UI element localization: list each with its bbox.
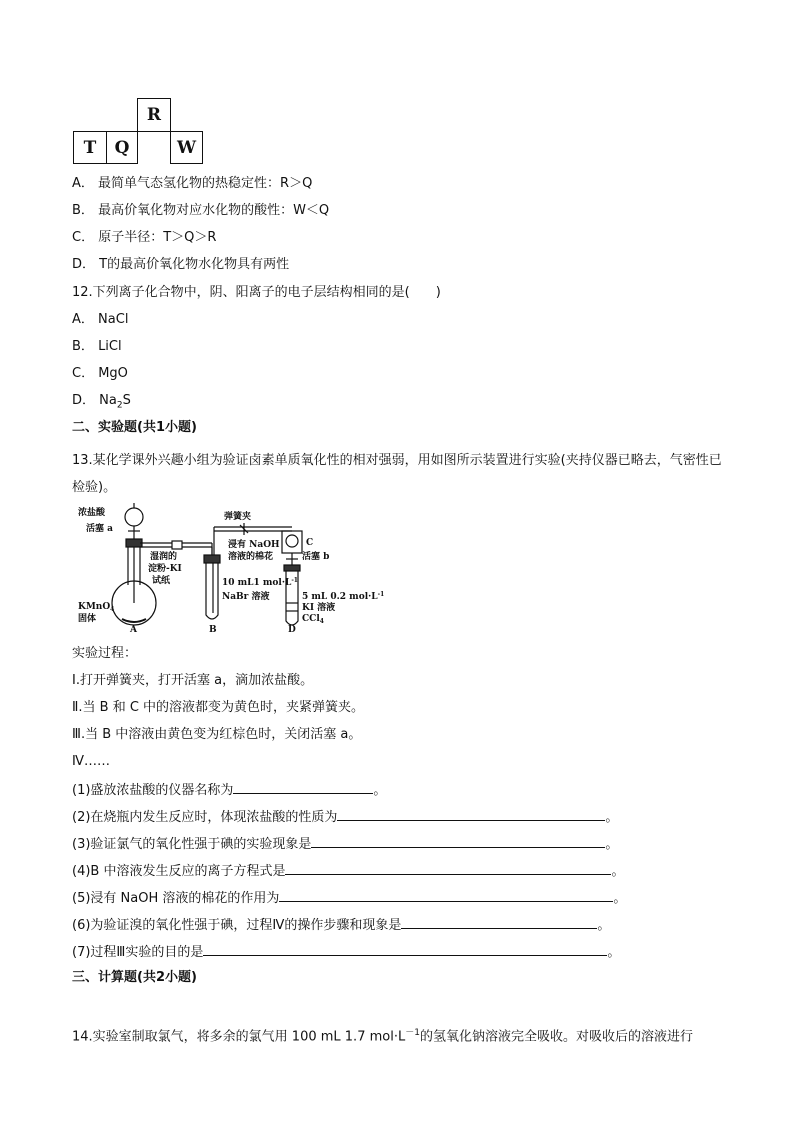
label-nabr-1: 10 mL1 $mol\cdot L^{-1}$ [222,577,298,588]
answer-blank[interactable] [203,942,607,956]
grid-cell-q: Q [106,131,138,164]
q13-question-6: (6)为验证溴的氧化性强于碘，过程Ⅳ的操作步骤和现象是 。 [72,915,610,935]
grid-cell-r: R [137,98,171,132]
q13-question-4: (4)B 中溶液发生反应的离子方程式是 。 [72,861,624,881]
q13-question-1: (1)盛放浓盐酸的仪器名称为 。 [72,780,386,800]
q12-option-b: B． LiCl [72,339,122,354]
apparatus-diagram [72,503,385,635]
label-cotton-2: 溶液的棉花 [228,552,274,562]
label-stopcock-a: 活塞 a [86,524,113,534]
answer-blank[interactable] [311,834,605,848]
label-stopcock-b: 活塞 b [302,552,330,562]
q13-question-7: (7)过程Ⅲ实验的目的是 。 [72,942,620,962]
section-3-title: 三、计算题(共2小题) [72,970,197,985]
label-nabr-2: NaBr 溶液 [222,592,270,602]
grid-cell-w: W [170,131,203,164]
label-solid: 固体 [78,614,97,624]
label-ki-2: KI 溶液 [302,603,336,613]
label-d: D [288,625,296,635]
label-cotton-1: 浸有 NaOH [228,540,280,550]
q11-option-b: B． 最高价氧化物对应水化物的酸性：W＜Q [72,203,330,218]
label-b: B [209,625,217,635]
process-step-4: Ⅳ…… [72,754,110,769]
answer-blank[interactable] [285,861,611,875]
answer-blank[interactable] [233,780,373,794]
q12-option-d: D． $Na_2S$ [72,393,131,411]
label-ccl4: CCl$_4$ [302,614,324,625]
q12-option-a: A． NaCl [72,312,129,327]
q12-stem: 12.下列离子化合物中，阴、阳离子的电子层结构相同的是( ) [72,285,441,300]
grid-cell-t: T [73,131,107,164]
label-paper-2: 淀粉-KI [148,564,182,574]
label-a: A [130,625,137,635]
answer-blank[interactable] [401,915,597,929]
section-2-title: 二、实验题(共1小题) [72,420,197,435]
q13-question-3: (3)验证氯气的氧化性强于碘的实验现象是 。 [72,834,618,854]
answer-blank[interactable] [337,807,605,821]
label-spring-clamp: 弹簧夹 [224,512,252,522]
q11-option-c: C． 原子半径：T＞Q＞R [72,230,217,245]
process-step-3: Ⅲ.当 B 中溶液由黄色变为红棕色时，关闭活塞 a。 [72,727,362,742]
q11-option-a: A． 最简单气态氢化物的热稳定性：R＞Q [72,176,313,191]
answer-blank[interactable] [279,888,613,902]
label-conc-hcl: 浓盐酸 [78,508,106,518]
process-title: 实验过程： [72,646,138,661]
q14-stem: 14.实验室制取氯气，将多余的氯气用 100 mL 1.7 $mol\cdot L^{-1}$的氢氧化钠溶液完全吸收。对吸收后的溶液进行 [72,1028,693,1045]
q13-question-2: (2)在烧瓶内发生反应时，体现浓盐酸的性质为 。 [72,807,618,827]
label-kmno4: KMnO$_4$ [78,602,115,613]
label-ki-1: 5 mL 0.2 $mol\cdot L^{-1}$ [302,591,385,602]
q13-stem: 13.某化学课外兴趣小组为验证卤素单质氧化性的相对强弱，用如图所示装置进行实验(夹持仪器已略去，气密性已检验)。 [72,453,722,495]
q11-option-d: D． T的最高价氧化物水化物具有两性 [72,257,290,272]
process-step-1: Ⅰ.打开弹簧夹，打开活塞 a，滴加浓盐酸。 [72,673,314,688]
q12-option-c: C． MgO [72,366,128,381]
process-step-2: Ⅱ.当 B 和 C 中的溶液都变为黄色时，夹紧弹簧夹。 [72,700,365,715]
label-c: C [306,538,314,548]
label-paper-1: 湿润的 [150,552,178,562]
q13-question-5: (5)浸有 NaOH 溶液的棉花的作用为 。 [72,888,626,908]
label-paper-3: 试纸 [152,576,171,586]
